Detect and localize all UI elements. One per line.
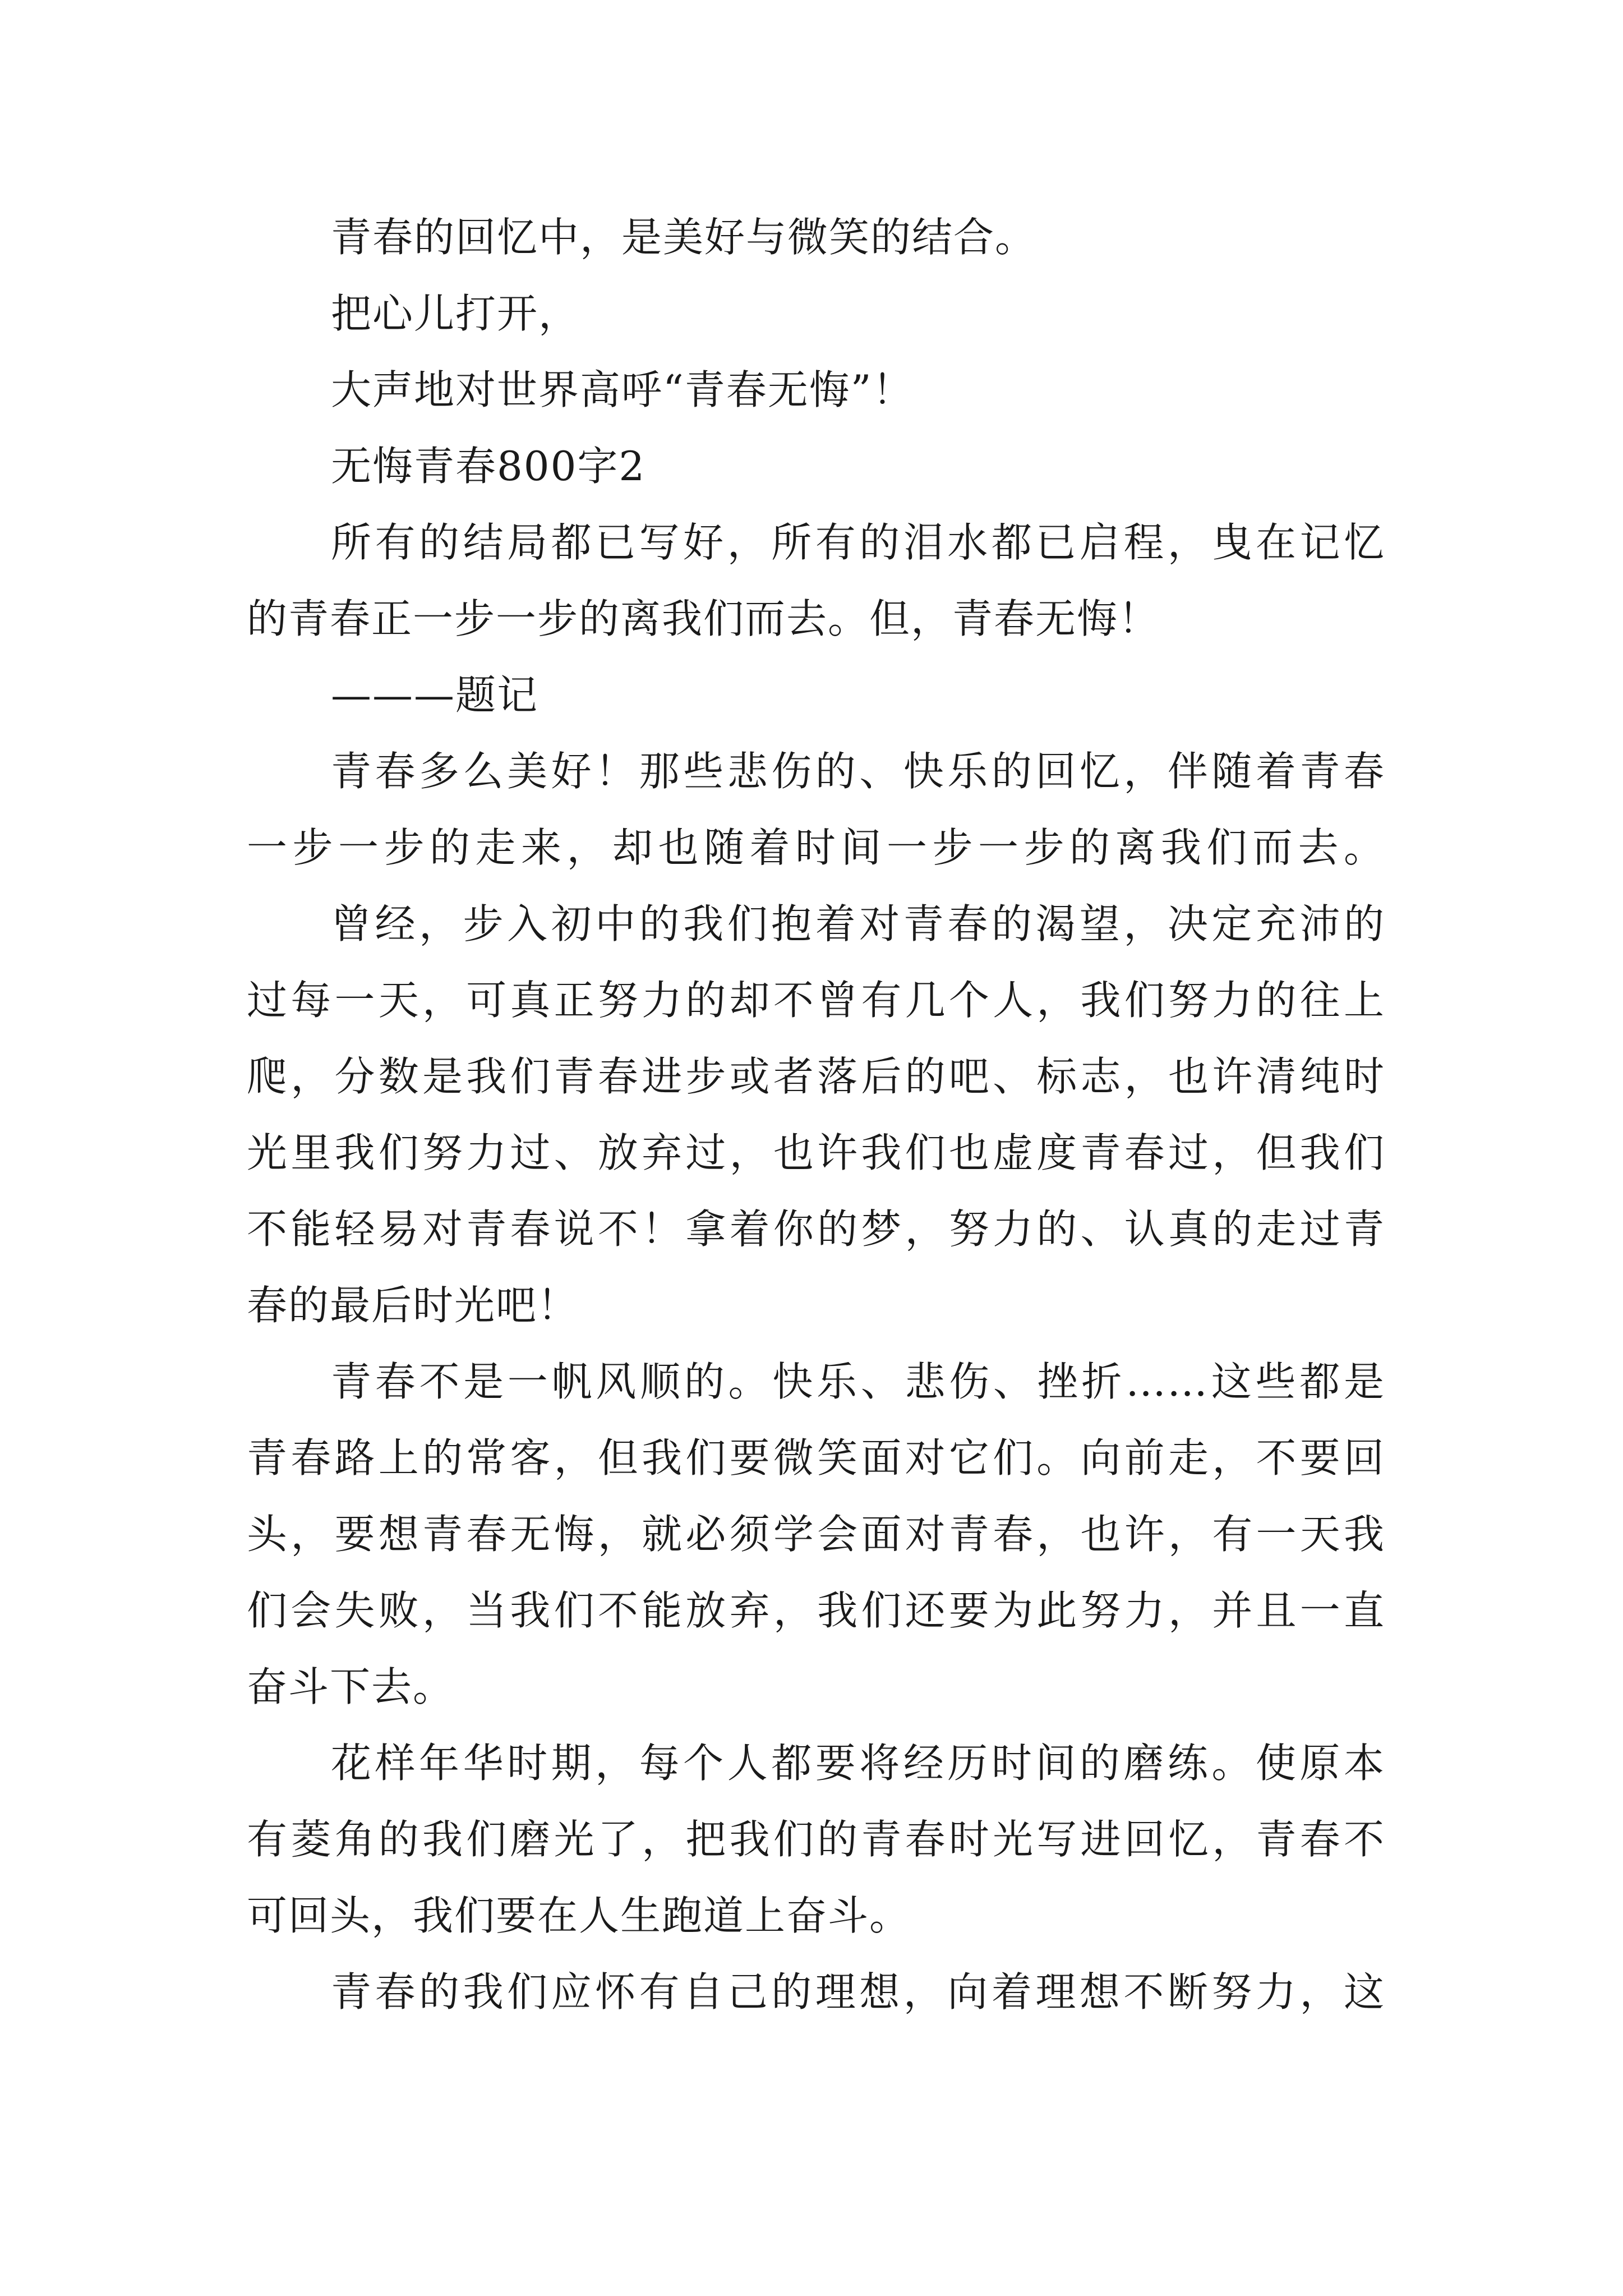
text-line: 大声地对世界高呼“青春无悔”！ xyxy=(331,366,914,413)
text-line: 春的最后时光吧！ xyxy=(247,1282,579,1329)
text-line: 曾经，步入初中的我们抱着对青春的渴望，决定充沛的 xyxy=(331,900,1385,947)
section-heading: 无悔青春800字2 xyxy=(331,443,646,490)
text-line: 有菱角的我们磨光了，把我们的青春时光写进回忆，青春不 xyxy=(247,1816,1385,1863)
text-line: 花样年华时期，每个人都要将经历时间的磨练。使原本 xyxy=(331,1740,1385,1787)
document-body xyxy=(247,199,1385,2030)
text-line: 一步一步的走来，却也随着时间一步一步的离我们而去。 xyxy=(247,824,1385,871)
text-line: 可回头，我们要在人生跑道上奋斗。 xyxy=(247,1892,911,1939)
text-line: 所有的结局都已写好，所有的泪水都已启程，曳在记忆 xyxy=(331,519,1385,566)
text-line: 青春路上的常客，但我们要微笑面对它们。向前走，不要回 xyxy=(247,1434,1385,1481)
text-line: 把心儿打开， xyxy=(331,290,580,337)
text-line: 不能轻易对青春说不！拿着你的梦，努力的、认真的走过青 xyxy=(247,1205,1385,1253)
text-line: 青春的我们应怀有自己的理想，向着理想不断努力，这 xyxy=(331,1968,1385,2016)
epigraph-label: ———题记 xyxy=(331,671,539,719)
text-line: 头，要想青春无悔，就必须学会面对青春，也许，有一天我 xyxy=(247,1511,1385,1558)
text-line: 过每一天，可真正努力的却不曾有几个人，我们努力的往上 xyxy=(247,977,1385,1024)
text-line: 青春多么美好！那些悲伤的、快乐的回忆，伴随着青春 xyxy=(331,748,1385,795)
text-line: 青春不是一帆风顺的。快乐、悲伤、挫折……这些都是 xyxy=(331,1358,1385,1405)
text-line: 光里我们努力过、放弃过，也许我们也虚度青春过，但我们 xyxy=(247,1129,1385,1176)
text-line: 青春的回忆中，是美好与微笑的结合。 xyxy=(331,214,1037,261)
text-line: 奋斗下去。 xyxy=(247,1663,455,1710)
text-line: 们会失败，当我们不能放弃，我们还要为此努力，并且一直 xyxy=(247,1587,1385,1634)
text-line: 的青春正一步一步的离我们而去。但，青春无悔！ xyxy=(247,595,1160,642)
text-line: 爬，分数是我们青春进步或者落后的吧、标志，也许清纯时 xyxy=(247,1053,1385,1100)
